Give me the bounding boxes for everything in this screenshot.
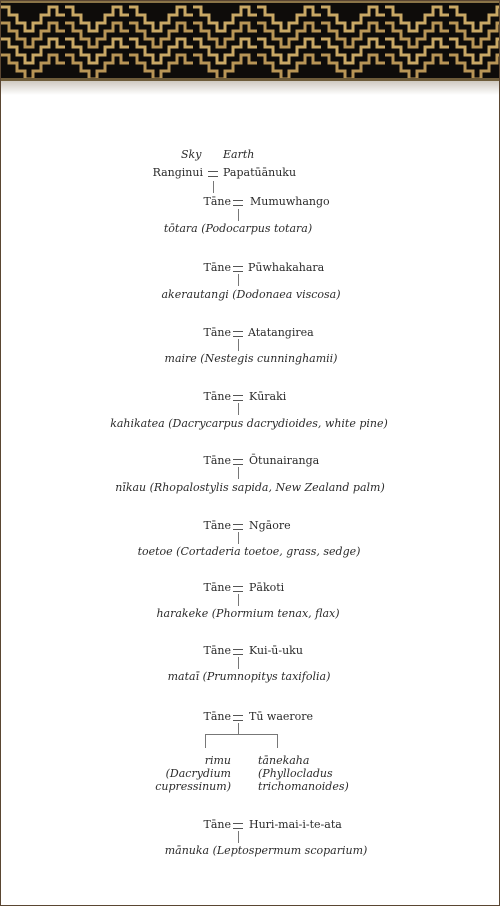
offspring-name: mataī (Prumnopitys taxifolia) (167, 670, 331, 683)
union-sign (233, 266, 243, 272)
father-tane: Tāne (203, 195, 231, 208)
union-sign (208, 171, 218, 177)
offspring-rimu (141, 754, 231, 793)
father-tane: Tāne (203, 326, 231, 339)
mother-name: Kui-ū-uku (249, 644, 303, 657)
father-tane: Tāne (203, 519, 231, 532)
descent-line-right (277, 734, 278, 748)
union-sign (233, 586, 243, 592)
mother-tu-waerore: Tū waerore (249, 710, 314, 723)
union-sign (233, 395, 243, 401)
mother-name: Ōtunairanga (249, 454, 320, 467)
mother-name: Pūwhakahara (248, 261, 325, 274)
taniko-pattern-banner (1, 1, 499, 81)
father-tane: Tāne (203, 261, 231, 274)
banner-shadow (1, 81, 499, 95)
descent-line (238, 403, 239, 415)
offspring-name: nīkau (Rhopalostylis sapida, New Zealand palm) (115, 481, 385, 494)
union-sign (233, 459, 243, 465)
offspring-latin-name: cupressinum) (155, 780, 231, 793)
offspring-name: akerautangi (Dodonaea viscosa) (161, 288, 341, 301)
earth-label: Earth (223, 148, 255, 161)
descent-line (238, 339, 239, 351)
descent-line (238, 831, 239, 843)
union-sign (233, 715, 243, 721)
mother-name: Mumuwhango (250, 195, 330, 208)
father-tane: Tāne (203, 454, 231, 467)
union-sign (233, 823, 243, 829)
father-ranginui: Ranginui (152, 166, 203, 179)
offspring-name: harakeke (Phormium tenax, flax) (156, 607, 340, 620)
offspring-name: maire (Nestegis cunninghamii) (164, 352, 338, 365)
sibling-line (205, 734, 278, 735)
mother-name: Atatangirea (248, 326, 314, 339)
descent-line (238, 467, 239, 479)
mother-name: Ngāore (249, 519, 291, 532)
offspring-name: kahikatea (Dacrycarpus dacrydioides, white pine) (110, 417, 388, 430)
union-sign (233, 524, 243, 530)
father-tane: Tāne (203, 390, 231, 403)
sky-label: Sky (181, 148, 202, 161)
union-sign (233, 200, 243, 206)
offspring-name: tōtara (Podocarpus totara) (163, 222, 313, 235)
mother-name: Kūraki (249, 390, 287, 403)
offspring-latin-name: trichomanoides) (258, 780, 349, 793)
descent-line (238, 594, 239, 606)
offspring-name: toetoe (Cortaderia toetoe, grass, sedge) (137, 545, 361, 558)
father-tane: Tāne (203, 710, 231, 723)
father-tane: Tāne (203, 818, 231, 831)
father-tane: Tāne (203, 581, 231, 594)
offspring-latin-name: (Dacrydium (165, 767, 231, 780)
union-sign (233, 331, 243, 337)
offspring-latin-name: (Phyllocladus (258, 767, 333, 780)
offspring-manuka: mānuka (Leptospermum scoparium) (164, 844, 368, 857)
descent-line (238, 209, 239, 221)
offspring-tanekaha (258, 754, 358, 793)
descent-line (238, 274, 239, 286)
offspring-common-name: tānekaha (258, 754, 310, 767)
mother-huri-mai-i-te-ata: Huri-mai-i-te-ata (249, 818, 342, 831)
father-tane: Tāne (203, 644, 231, 657)
union-sign (233, 649, 243, 655)
descent-line (238, 723, 239, 734)
mother-papatuanuku: Papatūānuku (223, 166, 297, 179)
descent-line-left (205, 734, 206, 748)
descent-line (213, 181, 214, 193)
mother-name: Pākoti (249, 581, 285, 594)
descent-line (238, 657, 239, 669)
offspring-common-name: rimu (204, 754, 231, 767)
taniko-pattern-graphic (1, 1, 499, 81)
descent-line (238, 532, 239, 544)
